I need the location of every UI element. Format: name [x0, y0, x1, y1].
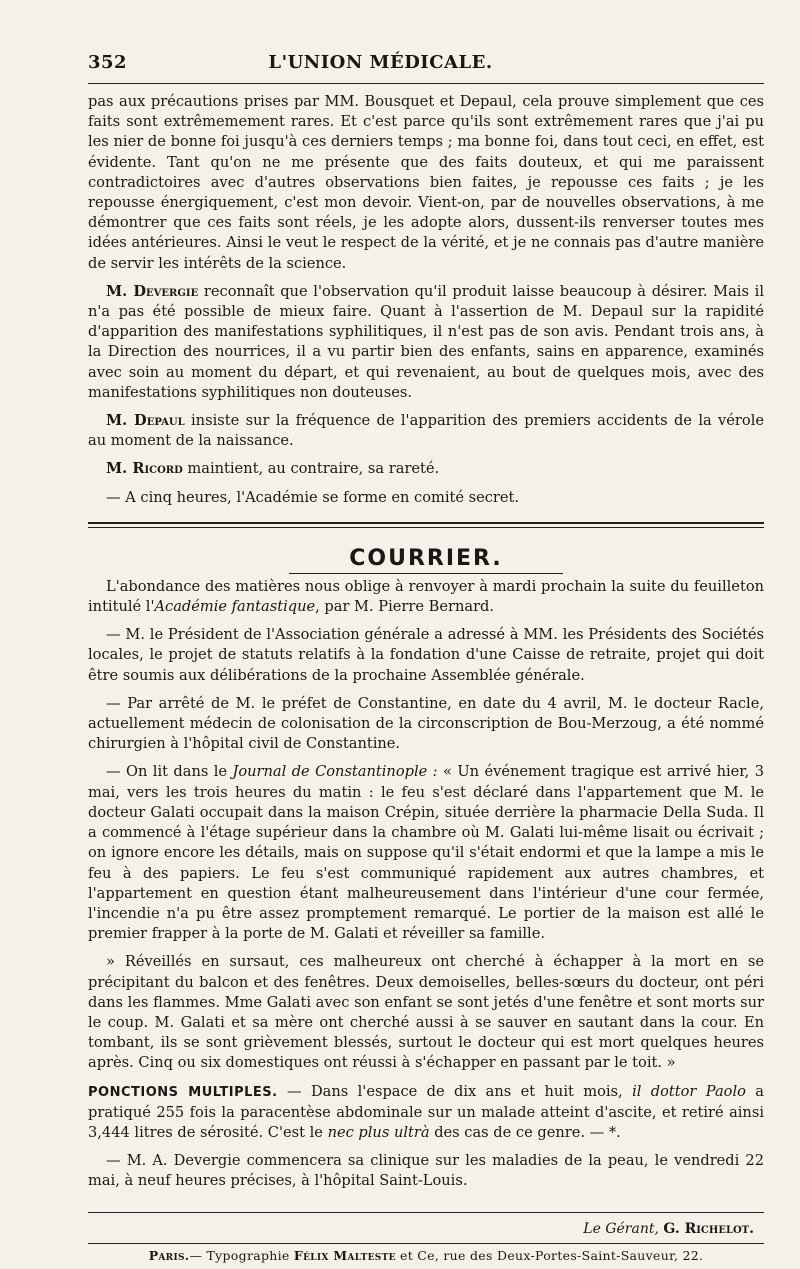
text: — On lit dans le [106, 763, 233, 781]
paragraph-text: reconnaît que l'observation qu'il produit laisse beaucoup à désirer. Mais il n'a pas été possible de mieux faire. Quant à l'assertion de M. Depaul sur la rapidité d'apparition des manifestations syphilitiques, il n'est pas de son avis. Pendant trois ans, à la Direction des nourrices, il a vu partir bien des enfants, sains en apparence, examinés avec soin au moment du départ, et qui revenaient, au bout de quelques mois, avec des manifestations syphilitiques non douteuses. [88, 282, 765, 401]
courrier-item-constantine: — Par arrêté de M. le préfet de Constantine, en date du 4 avril, M. le docteur Racle, actuellement médecin de colonisation de la circonscription de Bou-Merzoug, a été nommé chirurgien à l'hôpital civil de Constantine. [88, 694, 764, 753]
courrier-item-feuilleton [88, 577, 764, 617]
gerant-signature [88, 1221, 754, 1237]
imprint-text: — Typographie [189, 1247, 294, 1263]
text: , par M. Pierre Bernard. [315, 598, 495, 616]
italic-name: il dottor Paolo [632, 1082, 746, 1100]
section-title-text: COURRIER. [289, 546, 563, 574]
paragraph-devergie [88, 282, 764, 403]
italic-phrase: nec plus ultrà [327, 1123, 430, 1141]
printer-imprint [88, 1248, 764, 1263]
imprint-printer: Félix Malteste [293, 1247, 396, 1263]
courrier-item-constantinople-cont: » Réveillés en sursaut, ces malheureux ont cherché à échapper à la mort en se précipitant du balcon et des fenêtres. Deux demoiselles, belles-sœurs du docteur, ont péri dans les flammes. Mme Galati avec son enfant se sont jetés d'une fenêtre et sont morts sur le coup. M. Galati et sa mère ont cherché aussi à se sauver en sautant dans la cour. En tombant, ils se sont grièvement blessés, surtout le docteur qui est mort quelques heures après. Cinq ou six domestiques ont réussi à s'échapper en passant par le toit. » [88, 953, 764, 1072]
text: L'abondance des matières nous oblige à renvoyer à mardi prochain la suite du feuilleton intitulé l' [88, 577, 764, 616]
section-divider [88, 522, 764, 528]
header-rule [88, 83, 764, 84]
speaker-name: M. Ricord [106, 460, 183, 478]
imprint-city: Paris. [148, 1247, 190, 1263]
page-header [88, 52, 764, 73]
gerant-name: G. Richelot. [663, 1220, 754, 1237]
imprint-address: et Ce, rue des Deux-Portes-Saint-Sauveur, 22. [395, 1247, 704, 1263]
paragraph-text: insiste sur la fréquence de l'apparition des premiers accidents de la vérole au moment de la naissance. [88, 412, 764, 450]
paragraph-depaul [88, 411, 764, 451]
paragraph-ricord-statement: pas aux précautions prises par MM. Bousquet et Depaul, cela prouve simplement que ces faits sont extrêmemement rares. Et c'est parce qu'ils sont extrêmement rares que j'ai pu les nier de bonne foi jusqu'à ces derniers temps ; ma bonne foi, dans tout ceci, en effet, est évidente. Tant qu'on ne me présente que des faits douteux, et qui me paraissent contradictoires avec d'autres observations bien faites, je repousse ces faits ; je les repousse énergiquement, c'est mon devoir. Vient-on, par de nouvelles observations, à me démontrer que ces faits sont réels, je les adopte alors, dussent-ils renverser toutes mes idées antérieures. Ainsi le veut le respect de la vérité, et je ne connais pas d'autre manière de servir les intérêts de la science. [88, 93, 764, 272]
text: — Dans l'espace de dix ans et huit mois, [277, 1082, 633, 1100]
paragraph-comite-secret: — A cinq heures, l'Académie se forme en comité secret. [106, 488, 520, 506]
italic-source: Journal de Constantinople : [232, 763, 438, 781]
rubric-heading: PONCTIONS MULTIPLES. [88, 1084, 278, 1100]
paragraph-text: maintient, au contraire, sa rareté. [182, 460, 440, 478]
journal-title: L'UNION MÉDICALE. [268, 52, 493, 73]
page-number: 352 [88, 52, 128, 73]
footer-rule [88, 1212, 764, 1213]
text: a pratiqué 255 fois la paracentèse abdominale sur un malade atteint d'ascite, et retiré ainsi 3,444 litres de sérosité. C'est le [88, 1082, 764, 1141]
italic-title: Académie fantastique [154, 598, 316, 616]
speaker-name: M. Devergie [106, 282, 199, 300]
courrier-item-association: — M. le Président de l'Association générale a adressé à MM. les Présidents des Sociétés locales, le projet de statuts relatifs à la fondation d'une Caisse de retraite, projet qui doit être soumis aux délibérations de la prochaine Assemblée générale. [88, 626, 764, 684]
text: des cas de ce genre. — *. [429, 1123, 621, 1141]
courrier-item-clinique: — M. A. Devergie commencera sa clinique sur les maladies de la peau, le vendredi 22 mai, à neuf heures précises, à l'hôpital Saint-Louis. [88, 1152, 764, 1190]
courrier-item-ponctions [88, 1082, 764, 1144]
section-title-courrier [88, 546, 764, 571]
imprint-rule [88, 1243, 764, 1244]
courrier-item-constantinople [88, 762, 764, 944]
gerant-label: Le Gérant, [583, 1220, 659, 1237]
paragraph-ricord [88, 459, 764, 479]
speaker-name: M. Depaul [106, 412, 185, 430]
text: « Un événement tragique est arrivé hier, 3 mai, vers les trois heures du matin : le feu s'est déclaré dans l'appartement que M. le docteur Galati occupait dans la maison Crépin, située derrière la pharmacie Della Suda. Il a commencé à l'étage supérieur dans la chambre où M. Galati lui-même lisait ou écrivait ; on ignore encore les détails, mais on suppose qu'il s'était endormi et que la lampe a mis le feu à des papiers. Le feu s'est communiqué rapidement aux autres chambres, et l'appartement en question étant malheureusement dans l'intérieur d'une cour fermée, l'incendie n'a pu être assez promptement remarqué. Le portier de la maison est allé le premier frapper à la porte de M. Galati et réveiller sa famille. [88, 763, 765, 943]
